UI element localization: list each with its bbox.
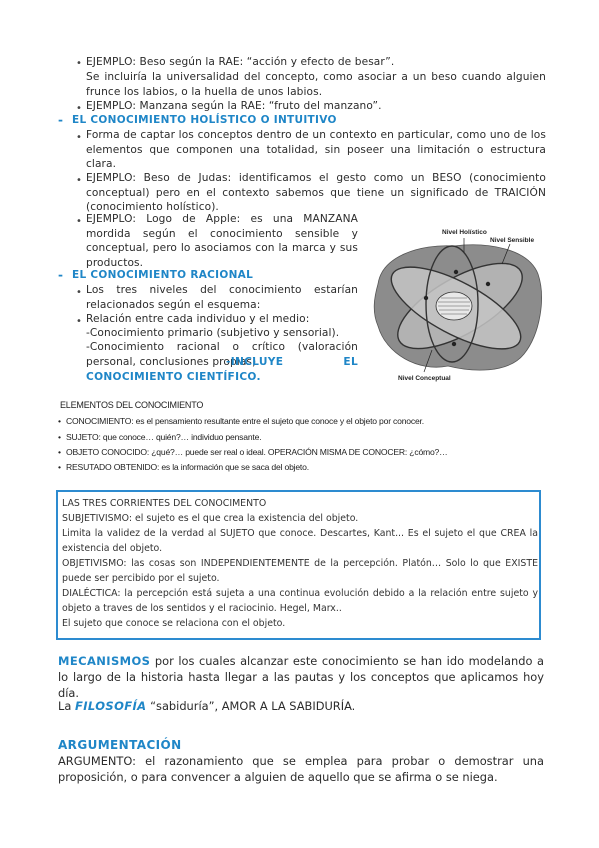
conocimiento-levels-diagram: [368, 222, 546, 388]
elementos-item: CONOCIMIENTO: es el pensamiento resultante entre el sujeto que conoce y el objeto por conocer.: [66, 416, 424, 426]
bullet-icon: •: [76, 287, 82, 298]
filosofia-pre: La: [58, 699, 75, 713]
holistico-item-2: EJEMPLO: Beso de Judas: identificamos el gesto como un BESO (conocimiento conceptual) pero en el contexto sabemos que tiene un significado de TRAICIÓN (conocimiento holístico).: [86, 172, 546, 213]
elementos-title: ELEMENTOS DEL CONOCIMIENTO: [60, 400, 204, 410]
bullet-icon: •: [58, 447, 61, 457]
mecanismos-paragraph: [58, 653, 544, 701]
bullet-icon: •: [58, 416, 61, 426]
argumentacion-title: ARGUMENTACIÓN: [58, 738, 182, 752]
mecanismos-rest: por los cuales alcanzar este conocimiento se han ido modelando a lo largo de la historia hasta llegar a las pautas y los conceptos que aplicamos hoy día.: [58, 654, 544, 700]
dot: [454, 270, 458, 274]
mecanismos-word: MECANISMOS: [58, 654, 151, 668]
label-conceptual: Nivel Conceptual: [398, 375, 451, 382]
holistico-item-3: EJEMPLO: Logo de Apple: es una MANZANA mordida según el conocimiento sensible y conceptual, pero lo asociamos con la marca y sus productos.: [86, 213, 358, 269]
racional-critico: -Conocimiento racional o crítico (valoración personal, conclusiones propias).: [86, 341, 358, 368]
dot: [424, 296, 428, 300]
section-dash: -: [58, 268, 63, 282]
dot: [486, 282, 490, 286]
elementos-item: OBJETO CONOCIDO: ¿qué?… puede ser real o ideal. OPERACIÓN MISMA DE CONOCER: ¿cómo?…: [66, 447, 448, 457]
label-sensible: Nivel Sensible: [490, 237, 535, 244]
corrientes-objetivismo: OBJETIVISMO: las cosas son INDEPENDIENTEMENTE de la percepción. Platón… Solo lo que EXISTE puede ser percibido por el sujeto.: [62, 558, 538, 584]
elementos-item: RESUTADO OBTENIDO: es la información que se saca del objeto.: [66, 462, 309, 472]
bullet-icon: •: [76, 132, 82, 143]
dot: [452, 342, 456, 346]
example-beso: EJEMPLO: Beso según la RAE: “acción y efecto de besar”.: [86, 56, 395, 68]
racional-primario: -Conocimiento primario (subjetivo y sensorial).: [86, 327, 340, 339]
filosofia-rest: “sabiduría”, AMOR A LA SABIDURÍA.: [146, 699, 356, 713]
corrientes-sujeto: El sujeto que conoce se relaciona con el objeto.: [62, 618, 286, 629]
elementos-item: SUJETO: que conoce… quién?… individuo pensante.: [66, 432, 262, 442]
label-holistico: Nivel Holístico: [442, 229, 487, 236]
racional-item-1: Los tres niveles del conocimiento estarían relacionados según el esquema:: [86, 284, 358, 311]
argumentacion-text: ARGUMENTO: el razonamiento que se emplea para probar o demostrar una proposición, o para convencer a alguien de aquello que se afirma o se niega.: [58, 754, 544, 784]
corrientes-dialectica: DIALÉCTICA: la percepción está sujeta a una continua evolución debido a la relación entre sujeto y objeto a traves de los sentidos y el raciocinio. Hegel, Marx..: [62, 588, 538, 614]
bullet-icon: •: [76, 216, 82, 227]
bullet-icon: •: [76, 175, 82, 186]
section-dash: -: [58, 113, 63, 127]
bullet-icon: •: [58, 432, 61, 442]
filosofia-word: FILOSOFÍA: [74, 699, 147, 713]
corrientes-limita: Limita la validez de la verdad al SUJETO que conoce. Descartes, Kant... Es el sujeto el que CREA la existencia del objeto.: [62, 528, 538, 554]
bullet-icon: •: [76, 103, 82, 114]
bullet-icon: •: [58, 462, 61, 472]
corrientes-subjetivismo: SUBJETIVISMO: el sujeto es el que crea la existencia del objeto.: [62, 513, 359, 524]
filosofia-paragraph: [58, 698, 544, 714]
example-beso-continuation: Se incluiría la universalidad del concepto, como asociar a un beso cuando alguien frunce los labios, o la huella de unos labios.: [86, 71, 546, 98]
section-title-racional: EL CONOCIMIENTO RACIONAL: [72, 269, 254, 281]
corrientes-title: LAS TRES CORRIENTES DEL CONOCIMENTO: [62, 498, 267, 509]
holistico-item-1: Forma de captar los conceptos dentro de un contexto en particular, como uno de los elementos que componen una totalidad, sin poseer una limitación o estructura clara.: [86, 129, 546, 170]
section-title-holistico: EL CONOCIMIENTO HOLÍSTICO O INTUITIVO: [72, 114, 337, 126]
bullet-icon: •: [76, 316, 82, 327]
example-manzana: EJEMPLO: Manzana según la RAE: “fruto del manzano”.: [86, 100, 382, 112]
racional-item-2: Relación entre cada individuo y el medio:: [86, 313, 310, 325]
racional-incluye-cientifico: -INCLUYE EL CONOCIMIENTO CIENTÍFICO.: [86, 356, 358, 383]
bullet-icon: •: [76, 58, 82, 69]
